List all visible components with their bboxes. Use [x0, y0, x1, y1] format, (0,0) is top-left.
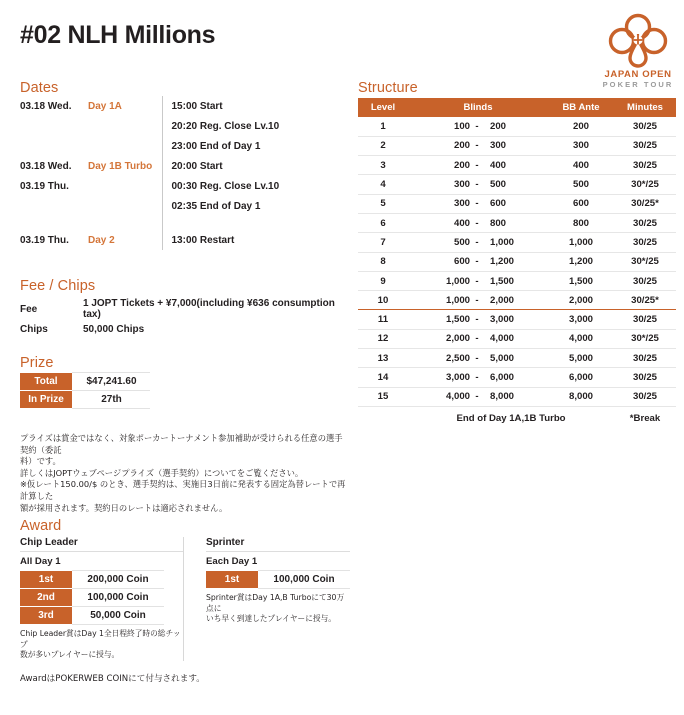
minutes-value: 30/25*	[614, 194, 676, 213]
minutes-value: 30/25	[614, 271, 676, 290]
chip-leader-row	[20, 571, 164, 589]
blinds-value	[408, 117, 548, 136]
note-line: いち早く到達したプレイヤーに授与。	[206, 614, 336, 623]
big-blind-value: 300	[490, 140, 507, 152]
schedule-entry: 15:00 Start	[162, 96, 345, 116]
dates-heading: Dates	[20, 80, 59, 96]
structure-heading: Structure	[358, 80, 418, 96]
minutes-value: 30*/25	[614, 329, 676, 348]
structure-row	[358, 175, 676, 194]
fee-table	[20, 298, 350, 339]
minutes-value: 30/25	[614, 233, 676, 252]
big-blind-value: 6,000	[490, 372, 515, 383]
minutes-value: 30/25	[614, 368, 676, 387]
bb-ante-value: 200	[548, 117, 614, 136]
award-value: 100,000 Coin	[72, 589, 164, 607]
dates-row	[20, 216, 345, 230]
bb-ante-value: 400	[548, 156, 614, 175]
minutes-value: 30/25	[614, 117, 676, 136]
prize-section	[20, 355, 150, 409]
structure-row	[358, 252, 676, 271]
small-blind-value: 600	[453, 256, 470, 268]
date-value: 03.19 Thu.	[20, 180, 69, 192]
small-blind-value: 2,000	[445, 333, 470, 345]
small-blind-value: 1,500	[445, 314, 470, 326]
sprinter-title: Sprinter	[206, 537, 245, 548]
big-blind-value: 500	[490, 179, 507, 191]
small-blind-value: 1,000	[445, 294, 470, 306]
small-blind-value: 300	[453, 198, 470, 210]
chip-leader-subtitle: All Day 1	[20, 556, 61, 567]
bb-ante-value: 600	[548, 194, 614, 213]
small-blind-value: 200	[453, 140, 470, 152]
structure-table-header	[358, 98, 676, 117]
note-line: 詳しくはJOPTウェブページプライズ（選手契約）についてをご覧ください。	[20, 467, 304, 478]
level-value: 13	[358, 349, 408, 368]
date-value	[20, 216, 88, 230]
blinds-value	[408, 156, 548, 175]
small-blind-value: 2,500	[445, 352, 470, 364]
structure-row	[358, 387, 676, 406]
blinds-separator: -	[475, 372, 479, 383]
blinds-separator: -	[475, 120, 479, 132]
day-label	[88, 196, 162, 216]
blinds-separator: -	[475, 333, 479, 345]
blinds-value	[408, 194, 548, 213]
big-blind-value: 400	[490, 159, 507, 171]
level-value: 2	[358, 136, 408, 155]
note-line: プライズは賞金ではなく、対象ポーカートーナメント参加補助が受けられる任意の選手契約（委託	[20, 433, 343, 455]
blinds-value	[408, 349, 548, 368]
award-rank: 1st	[206, 571, 258, 589]
fee-label: Fee	[20, 303, 38, 315]
day-label: Day 1A	[88, 100, 122, 112]
chip-leader-title: Chip Leader	[20, 537, 78, 548]
blinds-value	[408, 329, 548, 348]
level-value: 10	[358, 291, 408, 310]
blinds-value	[408, 213, 548, 232]
blinds-separator: -	[475, 352, 479, 364]
minutes-value: 30/25	[614, 387, 676, 406]
minutes-value: 30/25	[614, 213, 676, 232]
jopt-logo	[600, 12, 676, 90]
day-label	[88, 176, 162, 196]
minutes-value: 30/25	[614, 156, 676, 175]
small-blind-value: 200	[453, 159, 470, 171]
chip-leader-row	[20, 607, 164, 625]
blinds-value	[408, 136, 548, 155]
blinds-separator: -	[475, 217, 479, 229]
prize-heading: Prize	[20, 355, 54, 371]
prize-row	[20, 373, 150, 391]
note-line: 額が採用されます。契約日のレートは適応されません。	[20, 502, 228, 513]
minutes-value: 30/25	[614, 349, 676, 368]
sprinter-subtitle: Each Day 1	[206, 556, 258, 567]
big-blind-value: 8,000	[490, 391, 515, 403]
minutes-value: 30/25*	[614, 291, 676, 310]
prize-label: In Prize	[20, 391, 72, 409]
fee-value: 50,000 Chips	[83, 324, 145, 335]
structure-row	[358, 329, 676, 348]
award-value: 200,000 Coin	[72, 571, 164, 589]
award-section	[20, 518, 350, 661]
date-value	[20, 196, 88, 216]
schedule-entry: 23:00 End of Day 1	[162, 136, 345, 156]
level-value: 3	[358, 156, 408, 175]
award-value: 100,000 Coin	[258, 571, 350, 589]
structure-row	[358, 291, 676, 310]
small-blind-value: 4,000	[445, 391, 470, 403]
schedule-entry: 02:35 End of Day 1	[162, 196, 345, 216]
blinds-value	[408, 175, 548, 194]
logo-line-1: JAPAN OPEN	[604, 69, 672, 80]
blinds-separator: -	[475, 275, 479, 287]
structure-row	[358, 271, 676, 290]
day-label	[88, 136, 162, 156]
prize-value: 27th	[72, 391, 150, 409]
dates-row	[20, 96, 345, 116]
minutes-value: 30*/25	[614, 175, 676, 194]
chip-leader-divider	[20, 551, 183, 552]
award-heading: Award	[20, 518, 62, 534]
blinds-value	[408, 387, 548, 406]
big-blind-value: 2,000	[490, 294, 515, 306]
dates-row	[20, 176, 345, 196]
date-value: 03.19 Thu.	[20, 234, 69, 246]
blinds-separator: -	[475, 198, 479, 210]
bb-ante-value: 5,000	[548, 349, 614, 368]
dates-table	[20, 96, 345, 250]
award-rank: 1st	[20, 571, 72, 589]
small-blind-value: 300	[453, 179, 470, 191]
dates-row	[20, 196, 345, 216]
level-value: 1	[358, 117, 408, 136]
note-line: 料）です。	[20, 456, 61, 467]
blinds-value	[408, 252, 548, 271]
structure-row	[358, 349, 676, 368]
day-label	[88, 116, 162, 136]
big-blind-value: 1,200	[490, 256, 515, 268]
big-blind-value: 200	[490, 120, 507, 132]
bb-ante-value: 3,000	[548, 310, 614, 329]
club-clover-icon	[600, 12, 676, 68]
blinds-separator: -	[475, 236, 479, 248]
award-footer-note: AwardはPOKERWEB COINにて付与されます。	[20, 674, 205, 684]
small-blind-value: 100	[453, 120, 470, 132]
dates-row	[20, 230, 345, 250]
column-header-level: Level	[358, 98, 408, 117]
day-label	[88, 216, 162, 230]
blinds-separator: -	[475, 159, 479, 171]
note-line: 数が多いプレイヤーに授与。	[20, 650, 120, 659]
award-chip-leader-block	[20, 537, 183, 661]
minutes-value: 30/25	[614, 136, 676, 155]
blinds-separator: -	[475, 140, 479, 152]
dates-row	[20, 116, 345, 136]
fee-row	[20, 320, 350, 339]
level-value: 9	[358, 271, 408, 290]
page-title: #02 NLH Millions	[20, 21, 216, 49]
day-label: Day 1B Turbo	[88, 160, 153, 172]
fee-label: Chips	[20, 324, 48, 335]
big-blind-value: 800	[490, 217, 507, 229]
note-line: Chip Leader賞はDay 1全日程終了時の総チップ	[20, 629, 181, 649]
sprinter-table	[206, 570, 350, 589]
prize-table	[20, 372, 150, 409]
prize-value: $47,241.60	[72, 373, 150, 391]
structure-row	[358, 156, 676, 175]
note-line: ※仮レート150.00/$ のとき、選手契約は、実施日3日前に発表する固定為替レートで再計算した	[20, 479, 346, 501]
structure-row	[358, 310, 676, 329]
level-value: 7	[358, 233, 408, 252]
structure-row	[358, 136, 676, 155]
chip-leader-table	[20, 570, 164, 625]
blinds-separator: -	[475, 314, 479, 326]
fee-row	[20, 298, 350, 320]
bb-ante-value: 1,500	[548, 271, 614, 290]
level-value: 5	[358, 194, 408, 213]
structure-row	[358, 213, 676, 232]
minutes-value: 30/25	[614, 310, 676, 329]
bb-ante-value: 500	[548, 175, 614, 194]
bb-ante-value: 2,000	[548, 291, 614, 310]
minutes-value: 30*/25	[614, 252, 676, 271]
award-rank: 3rd	[20, 607, 72, 625]
small-blind-value: 1,000	[445, 275, 470, 287]
blinds-separator: -	[475, 179, 479, 191]
big-blind-value: 600	[490, 198, 507, 210]
structure-row	[358, 233, 676, 252]
award-rank: 2nd	[20, 589, 72, 607]
fee-value: 1 JOPT Tickets + ¥7,000(including ¥636 consumption tax)	[83, 298, 335, 320]
bb-ante-value: 1,000	[548, 233, 614, 252]
bb-ante-value: 1,200	[548, 252, 614, 271]
schedule-entry: 00:30 Reg. Close Lv.10	[162, 176, 345, 196]
structure-row	[358, 117, 676, 136]
structure-row	[358, 368, 676, 387]
blinds-value	[408, 271, 548, 290]
big-blind-value: 1,500	[490, 275, 515, 287]
bb-ante-value: 8,000	[548, 387, 614, 406]
date-value: 03.18 Wed.	[20, 100, 72, 112]
note-line: Sprinter賞はDay 1A,B Turboにて30万点に	[206, 593, 345, 613]
prize-disclaimer-note	[20, 433, 350, 514]
date-value	[20, 116, 88, 136]
column-header-minutes: Minutes	[614, 98, 676, 117]
sprinter-row	[206, 571, 350, 589]
blinds-value	[408, 368, 548, 387]
sprinter-divider	[206, 551, 350, 552]
schedule-entry: 13:00 Restart	[162, 230, 345, 250]
small-blind-value: 400	[453, 217, 470, 229]
small-blind-value: 3,000	[445, 372, 470, 383]
dates-section	[20, 80, 345, 250]
schedule-entry: 20:20 Reg. Close Lv.10	[162, 116, 345, 136]
level-value: 6	[358, 213, 408, 232]
schedule-entry: 20:00 Start	[162, 156, 345, 176]
big-blind-value: 3,000	[490, 314, 515, 326]
award-value: 50,000 Coin	[72, 607, 164, 625]
column-header-blinds: Blinds	[408, 98, 548, 117]
day-label: Day 2	[88, 234, 115, 246]
blinds-separator: -	[475, 256, 479, 268]
small-blind-value: 500	[453, 236, 470, 248]
level-value: 14	[358, 368, 408, 387]
blinds-value	[408, 291, 548, 310]
structure-row	[358, 194, 676, 213]
level-value: 8	[358, 252, 408, 271]
level-value: 4	[358, 175, 408, 194]
dates-row	[20, 156, 345, 176]
structure-section	[358, 80, 676, 426]
sprinter-note	[206, 593, 350, 625]
fee-chips-section	[20, 278, 350, 339]
blinds-separator: -	[475, 294, 479, 306]
level-value: 15	[358, 387, 408, 406]
bb-ante-value: 4,000	[548, 329, 614, 348]
bb-ante-value: 6,000	[548, 368, 614, 387]
structure-table-footer	[358, 406, 676, 426]
date-value: 03.18 Wed.	[20, 160, 72, 172]
bb-ante-value: 800	[548, 213, 614, 232]
bb-ante-value: 300	[548, 136, 614, 155]
big-blind-value: 5,000	[490, 352, 515, 364]
chip-leader-row	[20, 589, 164, 607]
blinds-value	[408, 233, 548, 252]
dates-row	[20, 136, 345, 156]
column-header-bb-ante: BB Ante	[548, 98, 614, 117]
fee-heading: Fee / Chips	[20, 278, 96, 294]
big-blind-value: 4,000	[490, 333, 515, 345]
structure-table	[358, 98, 676, 426]
chip-leader-note	[20, 629, 183, 661]
blinds-value	[408, 310, 548, 329]
blinds-separator: -	[475, 391, 479, 403]
prize-row	[20, 391, 150, 409]
structure-footer-break-legend: *Break	[629, 412, 661, 424]
level-value: 11	[358, 310, 408, 329]
big-blind-value: 1,000	[490, 236, 515, 248]
logo-line-2: POKER TOUR	[602, 80, 674, 89]
prize-label: Total	[20, 373, 72, 391]
award-sprinter-block	[183, 537, 350, 661]
date-value	[20, 136, 88, 156]
level-value: 12	[358, 329, 408, 348]
structure-footer-end-of-day: End of Day 1A,1B Turbo	[456, 412, 566, 424]
schedule-entry	[162, 216, 345, 230]
